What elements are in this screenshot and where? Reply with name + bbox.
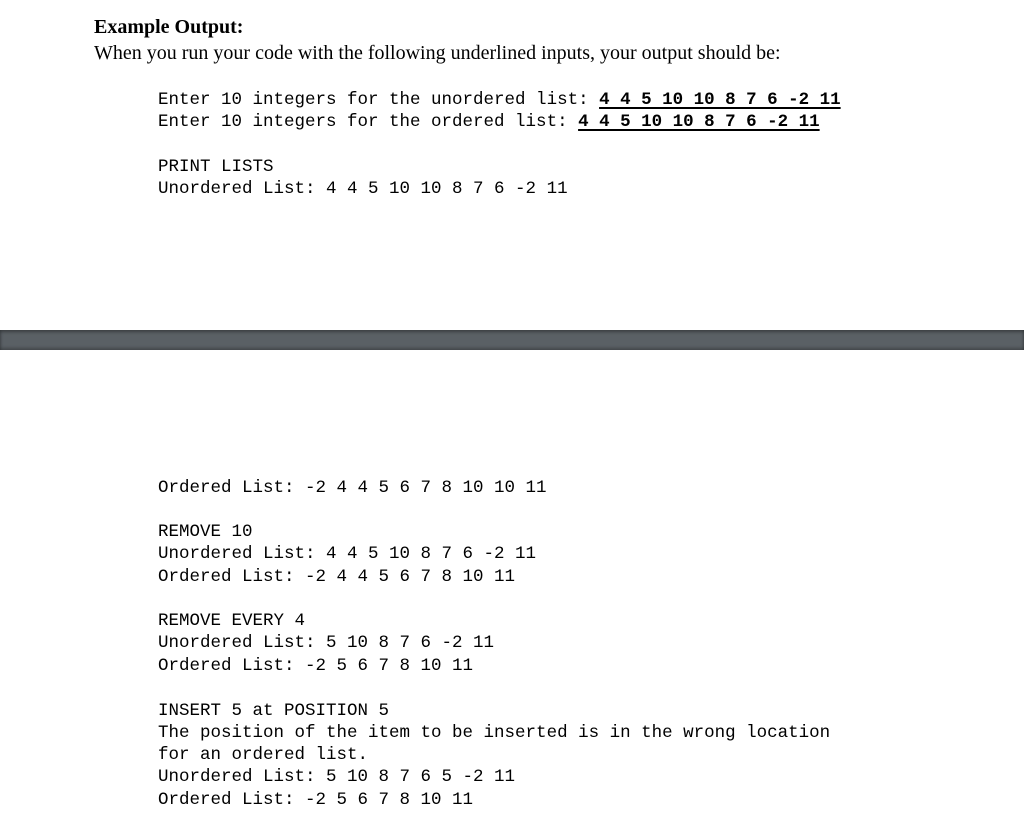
intro-text: When you run your code with the following underlined inputs, your output should be: (94, 42, 781, 64)
insert-unordered-list: Unordered List: 5 10 8 7 6 5 -2 11 (158, 767, 516, 787)
remove-every-header: REMOVE EVERY 4 (158, 611, 306, 631)
remove-header: REMOVE 10 (158, 522, 253, 542)
insert-header: INSERT 5 at POSITION 5 (158, 701, 390, 721)
prompt-unordered-text: Enter 10 integers for the unordered list: (158, 90, 600, 110)
prompt-ordered-text: Enter 10 integers for the ordered list: (158, 112, 579, 132)
remove-every-unordered-list: Unordered List: 5 10 8 7 6 -2 11 (158, 633, 495, 653)
insert-error-line-1: The position of the item to be inserted is in the wrong location (158, 723, 831, 743)
example-output-heading: Example Output: (94, 16, 244, 38)
print-ordered-list: Ordered List: -2 4 4 5 6 7 8 10 10 11 (158, 478, 547, 498)
remove-every-ordered-list: Ordered List: -2 5 6 7 8 10 11 (158, 656, 474, 676)
user-input-unordered: 4 4 5 10 10 8 7 6 -2 11 (599, 90, 841, 110)
insert-error-line-2: for an ordered list. (158, 745, 369, 765)
print-unordered-list: Unordered List: 4 4 5 10 10 8 7 6 -2 11 (158, 179, 568, 199)
document-page-bottom (0, 350, 1024, 832)
document-page-top (0, 0, 1024, 330)
user-input-ordered: 4 4 5 10 10 8 7 6 -2 11 (578, 112, 820, 132)
remove-ordered-list: Ordered List: -2 4 4 5 6 7 8 10 11 (158, 567, 516, 587)
insert-ordered-list: Ordered List: -2 5 6 7 8 10 11 (158, 790, 474, 810)
print-lists-header: PRINT LISTS (158, 157, 274, 177)
prompt-unordered-line (158, 89, 841, 111)
remove-unordered-list: Unordered List: 4 4 5 10 8 7 6 -2 11 (158, 544, 537, 564)
prompt-ordered-line (158, 111, 820, 133)
page-separator (0, 330, 1024, 350)
